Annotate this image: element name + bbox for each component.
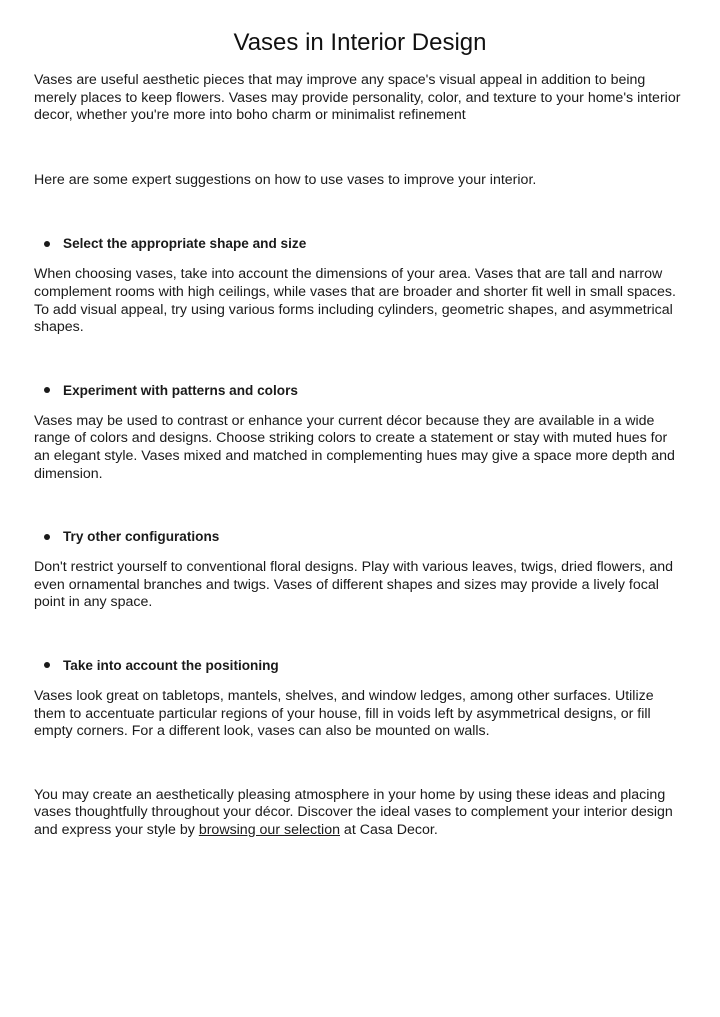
section-heading-label: Experiment with patterns and colors — [63, 382, 298, 398]
bullet-icon — [44, 662, 50, 668]
section-heading-shape-size — [34, 235, 686, 252]
page-title: Vases in Interior Design — [233, 29, 487, 56]
intro-paragraph: Vases are useful aesthetic pieces that may improve any space's visual appeal in addition to being merely places to keep flowers. Vases may provide personality, color, and texture to your home's interior decor, whether you're more into boho charm or minimalist refinement — [34, 72, 681, 124]
section-body-positioning: Vases look great on tabletops, mantels, shelves, and window ledges, among other surfaces. Utilize them to accentuate particular regions of your house, fill in voids left by asymmetrical designs, or fill empty corners. For a different look, vases can also be mounted on walls. — [34, 687, 654, 740]
section-heading-label: Select the appropriate shape and size — [63, 236, 307, 252]
section-body-shape-size: When choosing vases, take into account the dimensions of your area. Vases that are tall and narrow complement rooms with high ceilings, while vases that are broader and shorter fit well in small spaces. To add visual appeal, try using various forms including cylinders, geometric shapes, and asymmetrical shapes. — [34, 266, 676, 336]
lead-paragraph: Here are some expert suggestions on how to use vases to improve your interior. — [34, 171, 537, 188]
bullet-icon — [44, 241, 50, 247]
section-heading-positioning — [34, 657, 686, 674]
section-heading-label: Try other configurations — [63, 529, 220, 545]
browse-selection-link[interactable]: browsing our selection — [198, 821, 340, 838]
closing-text-after-link: at Casa Decor. — [339, 821, 438, 838]
closing-paragraph — [34, 787, 686, 840]
bullet-icon — [44, 534, 50, 540]
section-body-configurations: Don't restrict yourself to conventional floral designs. Play with various leaves, twigs, dried flowers, and even ornamental branches and twigs. Vases of different shapes and sizes may provide a lively focal point in any space. — [34, 559, 674, 611]
section-body-patterns-colors: Vases may be used to contrast or enhance your current décor because they are available in a wide range of colors and designs. Choose striking colors to create a statement or stay with muted hues for an elegant style. Vases mixed and matched in complementing hues may give a space more depth and dimension. — [34, 412, 675, 482]
section-heading-label: Take into account the positioning — [63, 657, 279, 673]
closing-text-before-link: You may create an aesthetically pleasing atmosphere in your home by using these ideas and placing vases thoughtfully throughout your décor. Discover the ideal vases to complement your interior design and express your style by — [34, 786, 673, 838]
section-heading-configurations — [34, 528, 686, 545]
bullet-icon — [44, 387, 50, 393]
section-heading-patterns-colors — [34, 382, 686, 399]
